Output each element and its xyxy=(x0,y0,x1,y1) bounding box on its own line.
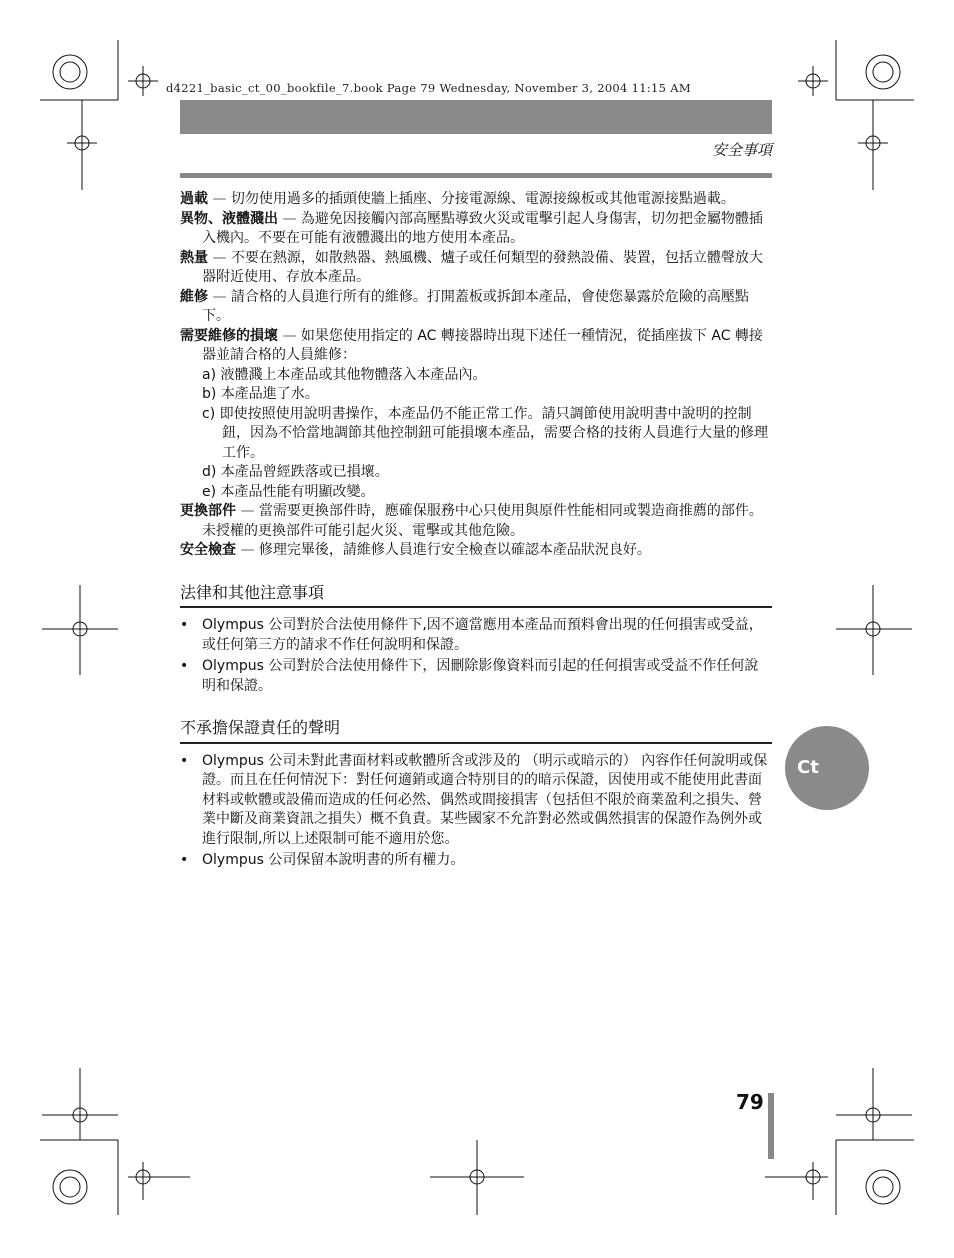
term-foreign-objects: 異物、液體濺出 — 為避免因接觸內部高壓點導致火災或電擊引起人身傷害，切勿把金屬物體插入機內。不要在可能有液體濺出的地方使用本產品。 xyxy=(180,210,763,246)
term-damage-requiring-service: 需要維修的損壞 — 如果您使用指定的 AC 轉接器時出現下述任一種情況，從插座拔下 AC 轉接器並請合格的人員維修： xyxy=(180,327,763,363)
language-badge: Ct xyxy=(785,726,869,810)
page-number-bar xyxy=(768,1093,774,1159)
main-content xyxy=(180,190,772,873)
list-item: • Olympus 公司對於合法使用條件下，因刪除影像資料而引起的任何損害或受益不作任何說明和保證。 xyxy=(180,658,759,694)
term-heat: 熱量 — 不要在熱源，如散熱器、熱風機、爐子或任何類型的發熱設備、裝置，包括立體聲放大器附近使用、存放本產品。 xyxy=(180,249,763,285)
list-item: • Olympus 公司保留本說明書的所有權力。 xyxy=(180,852,465,868)
term-safety-check: 安全檢查 — 修理完畢後，請維修人員進行安全檢查以確認本產品狀況良好。 xyxy=(180,542,651,558)
page-header-title: 安全事項 xyxy=(711,141,772,159)
term-replacement-parts: 更換部件 — 當需要更換部件時，應確保服務中心只使用與原件性能相同或製造商推薦的部件。未授權的更換部件可能引起火災、電擊或其他危險。 xyxy=(180,503,763,539)
term-overload: 過載 — 切勿使用過多的插頭使牆上插座、分接電源線、電源接線板或其他電源接點過載。 xyxy=(180,191,735,207)
file-info-line: d4221_basic_ct_00_bookfile_7.book Page 79 Wednesday, November 3, 2004 11:15 AM xyxy=(166,81,691,95)
header-bar xyxy=(180,100,772,134)
page-number: 79 xyxy=(736,1090,764,1114)
damage-item: d) 本產品曾經跌落或已損壞。 xyxy=(202,464,389,480)
damage-item: c) 即使按照使用說明書操作，本產品仍不能正常工作。請只調節使用說明書中說明的控制鈕，因為不恰當地調節其他控制鈕可能損壞本產品，需要合格的技術人員進行大量的修理工作。 xyxy=(202,405,768,461)
damage-item: a) 液體濺上本產品或其他物體落入本產品內。 xyxy=(202,366,487,383)
section-heading-legal: 法律和其他注意事項 xyxy=(180,583,772,609)
damage-item: e) 本產品性能有明顯改變。 xyxy=(202,483,375,500)
section-heading-disclaimer: 不承擔保證責任的聲明 xyxy=(180,718,772,744)
list-item: • Olympus 公司對於合法使用條件下,因不適當應用本產品而預料會出現的任何損害或受益，或任何第三方的請求不作任何說明和保證。 xyxy=(180,617,763,653)
damage-item: b) 本產品進了水。 xyxy=(202,386,319,402)
term-servicing: 維修 — 請合格的人員進行所有的維修。打開蓋板或拆卸本產品，會使您暴露於危險的高壓點下。 xyxy=(180,288,749,324)
list-item: • Olympus 公司未對此書面材料或軟體所含或涉及的 （明示或暗示的） 內容作任何說明或保證。而且在任何情況下：對任何適銷或適合特別目的的暗示保證，因使用或不能使用此書面材料或軟體或設備而造成的任何必然、偶然或間接損害（包括但不限於商業盈利之損失、營業中斷及商業資訊之損失）概不負責。某些國家不允許對必然或偶然損害的保證作為例外或進行限制,所以上述限制可能不適用於您。 xyxy=(180,752,768,847)
header-rule xyxy=(180,173,772,178)
